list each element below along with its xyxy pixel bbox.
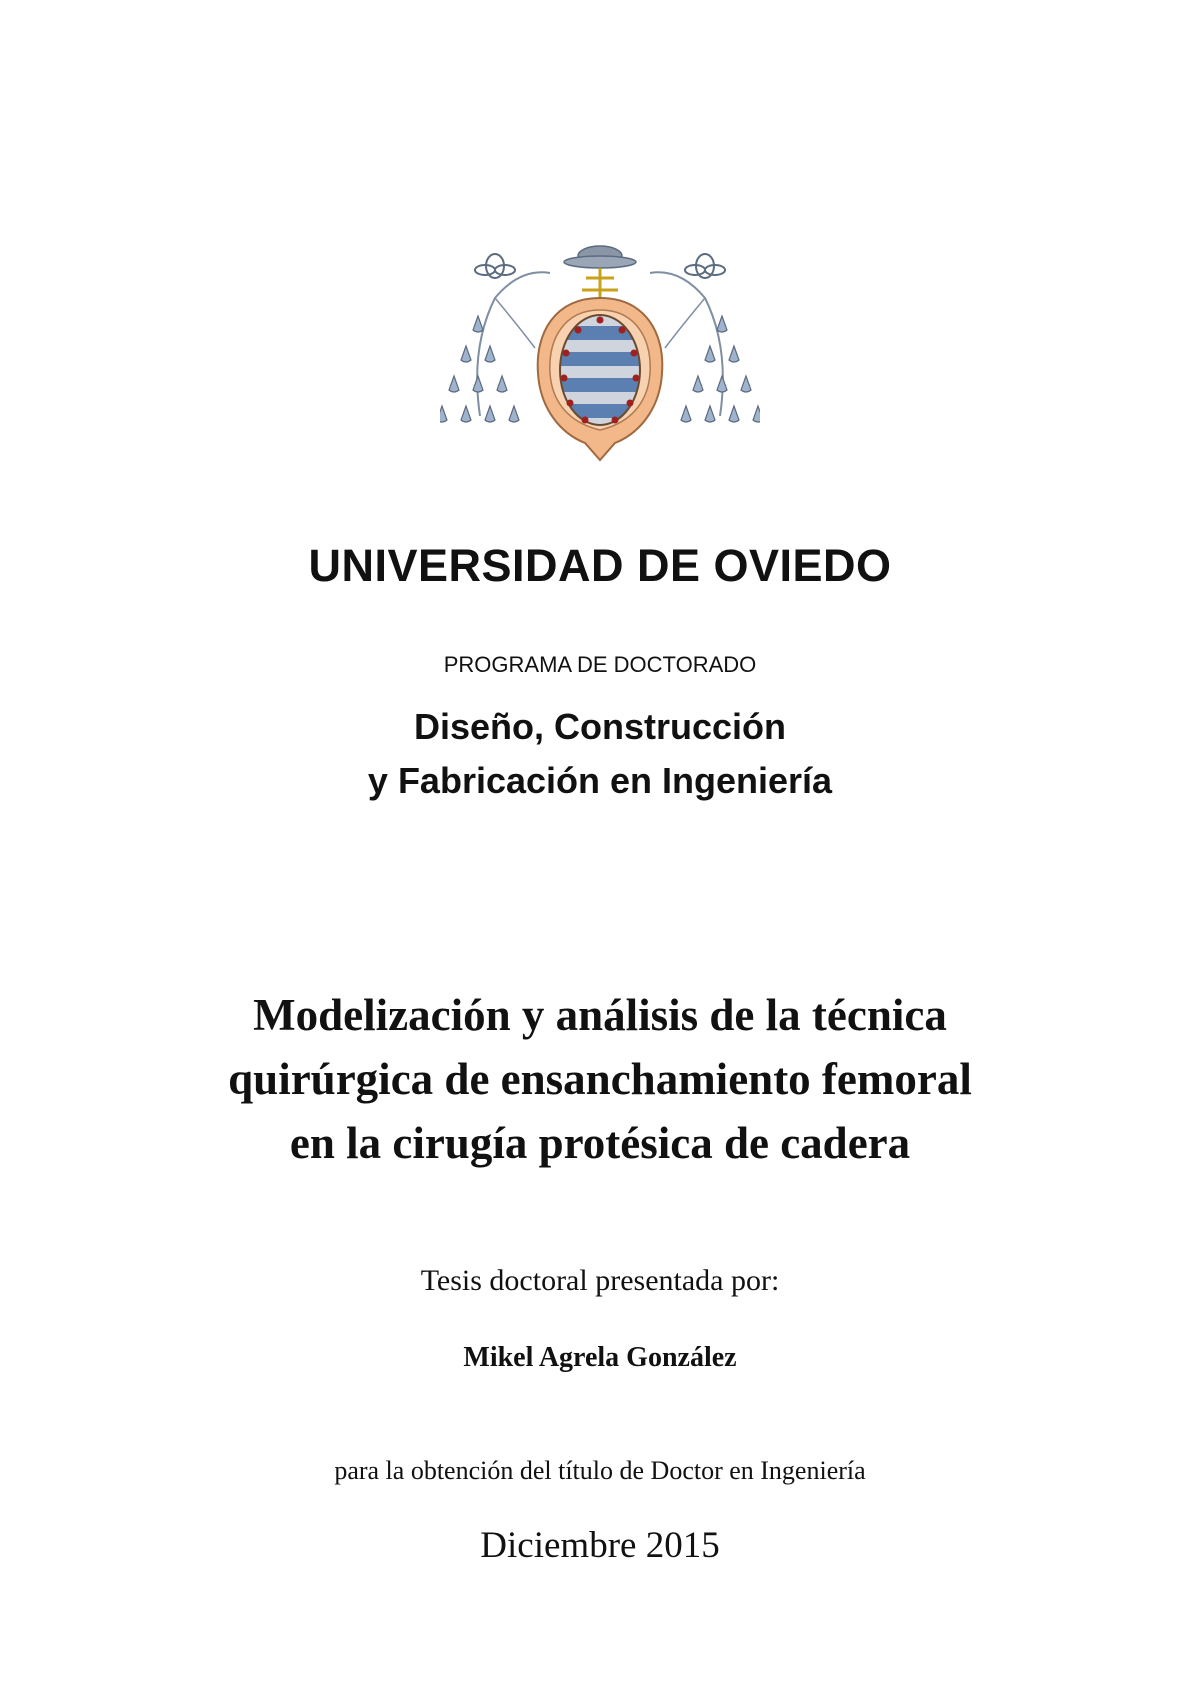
university-crest-icon: [440, 238, 760, 488]
university-name: UNIVERSIDAD DE OVIEDO: [308, 540, 892, 591]
thesis-date: Diciembre 2015: [480, 1525, 720, 1566]
thesis-title: [0, 983, 1200, 1175]
degree-statement: para la obtención del título de Doctor en Ingeniería: [334, 1456, 866, 1485]
author-name: Mikel Agrela González: [463, 1342, 737, 1373]
thesis-title-line: quirúrgica de ensanchamiento femoral: [228, 1054, 972, 1104]
program-label: PROGRAMA DE DOCTORADO: [443, 652, 757, 677]
thesis-title-line: Modelización y análisis de la técnica: [253, 990, 947, 1040]
program-name-line: y Fabricación en Ingeniería: [367, 760, 833, 801]
program-name: [0, 700, 1200, 808]
program-name-line: Diseño, Construcción: [413, 706, 787, 747]
presented-by-label: Tesis doctoral presentada por:: [420, 1264, 780, 1297]
thesis-title-line: en la cirugía protésica de cadera: [289, 1118, 911, 1168]
